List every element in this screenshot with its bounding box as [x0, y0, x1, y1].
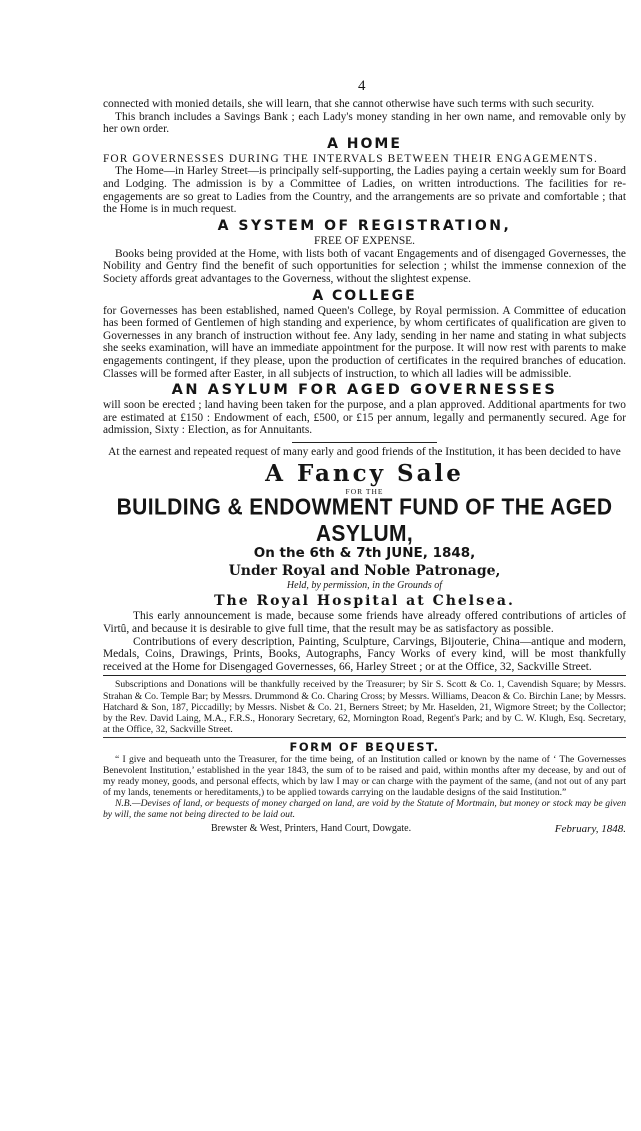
sale-intro: At the earnest and repeated request of many early and good friends of the Institution, it has been decided to have: [108, 445, 621, 458]
divider: [103, 737, 626, 738]
asylum-heading: AN ASYLUM FOR AGED GOVERNESSES: [171, 382, 558, 399]
home-body: The Home—in Harley Street—is principally self-supporting, the Ladies paying a certain weekly sum for Board and Lodging. The admission is by a Committee of Ladies, on written introductions. The facilities for re-engagements are so great to Ladies from the Country, and the arrangements are so private and comfortable ; that the Home is in much request.: [103, 165, 626, 216]
asylum-body: will soon be erected ; land having been taken for the purpose, and a plan approved. Additional apartments for two are estimated at £150 : Endowment of each, £500, or £15 per annum, legally and permanently secured. Age for admission, Sixty : Election, as for Annuitants.: [103, 399, 626, 437]
section-rule: [292, 442, 437, 443]
college-heading: A COLLEGE: [312, 287, 417, 304]
divider: [103, 675, 626, 676]
registration-heading: A SYSTEM OF REGISTRATION,: [217, 217, 512, 234]
issue-date: February, 1848.: [554, 823, 626, 836]
imprint-footer: [103, 822, 626, 838]
savings-bank-paragraph: This branch includes a Savings Bank ; each Lady's money standing in her own name, and removable only by her own order.: [103, 110, 626, 136]
held-line: Held, by permission, in the Grounds of: [286, 580, 443, 592]
printer-imprint: Brewster & West, Printers, Hand Court, Dowgate.: [211, 823, 412, 835]
fancy-sale-title: A Fancy Sale: [265, 460, 464, 488]
page-number: 4: [358, 78, 366, 94]
registration-subheading: FREE OF EXPENSE.: [314, 234, 415, 247]
for-the-label: FOR THE: [345, 487, 384, 497]
home-heading: A HOME: [327, 135, 402, 152]
contributions-paragraph: Contributions of every description, Painting, Sculpture, Carvings, Bijouterie, China—antique and modern, Medals, Coins, Drawings, Prints, Books, Autographs, Fancy Works of every kind, will be most thankfully received at the Home for Disengaged Governesses, 66, Harley Street ; or at the Office, 32, Sackville Street.: [103, 635, 626, 673]
mortmain-note: N.B.—Devises of land, or bequests of money charged on land, are void by the Statute of Mortmain, but money or stock may be given by will, the same not being directed to be laid out.: [103, 798, 626, 821]
venue-title: The Royal Hospital at Chelsea.: [214, 593, 515, 610]
registration-body: Books being provided at the Home, with lists both of vacant Engagements and of disengaged Governesses, the Nobility and Gentry find the benefit of such opportunities for selection ; whilst the immense connexion of the Society affords great advantages to the Governess, without the slightest expense.: [103, 247, 626, 285]
bequest-body: “ I give and bequeath unto the Treasurer, for the time being, of an Institution called or known by the name of ‘ The Governesses Benevolent Institution,’ established in the year 1843, the sum of to be raised and paid, within months after my decease, by and out of my ready money, goods, and personal effects, which by law I may or can charge with the payment of the same, (and not out of any part of my lands, tenements or hereditaments,) to be applied towards carrying on the laudable designs of the said Institution.”: [103, 753, 626, 799]
college-body: for Governesses has been established, named Queen's College, by Royal permission. A Committee of education has been formed of Gentlemen of high standing and experience, by whom certificates of qualification are given to Governesses in any branch of instruction without fee. Any lady, sending in her name and stating in what subjects she seeks examination, will have an immediate appointment for the purpose. It will now rest with parents to make engagements contingent, if they please, upon the production of certificates in the required branches of education. Classes will be formed after Easter, in all subjects of instruction, to which all ladies will be admissible.: [103, 304, 626, 380]
home-subheading: FOR GOVERNESSES DURING THE INTERVALS BETWEEN THEIR ENGAGEMENTS.: [103, 152, 598, 165]
intro-paragraph: connected with monied details, she will learn, that she cannot otherwise have such terms with such security.: [103, 98, 595, 110]
page-sheet: [103, 78, 626, 838]
patronage-line: Under Royal and Noble Patronage,: [228, 563, 501, 580]
announcement-paragraph: This early announcement is made, because some friends have already offered contributions of articles of Virtû, and because it is desirable to give full time, that the result may be as satisfactory as possible.: [103, 610, 626, 636]
bequest-heading: FORM OF BEQUEST.: [289, 739, 440, 754]
subscriptions-paragraph: Subscriptions and Donations will be thankfully received by the Treasurer; by Sir S. Scott & Co. 1, Cavendish Square; by Messrs. Strahan & Co. Temple Bar; by Messrs. Drummond & Co. Charing Cross; by Messrs. Williams, Deacon & Co. Birchin Lane; by Messrs. Hatchard & Son, 187, Piccadilly; by Messrs. Nisbet & Co. 21, Berners Street; by Mr. Haselden, 21, Wigmore Street; by the Collector; by the Rev. David Laing, M.A., F.R.S., Honorary Secretary, 62, Mornington Road, Regent's Park; and by C. W. Klugh, Esq. Secretary, at the Office, 32, Sackville Street.: [103, 679, 626, 735]
fund-title: BUILDING & ENDOWMENT FUND OF THE AGED ASYLUM,: [116, 494, 613, 548]
sale-date: On the 6th & 7th JUNE, 1848,: [253, 545, 476, 562]
